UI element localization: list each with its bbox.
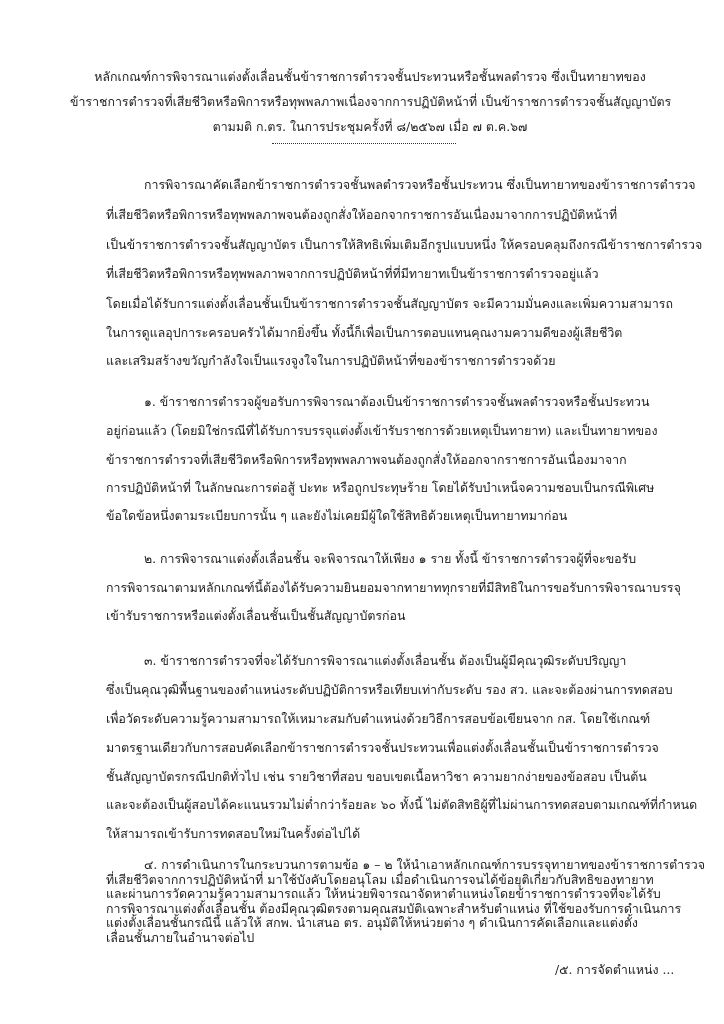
intro-line: และเสริมสร้างขวัญกำลังใจเป็นแรงจูงใจในการปฏิบัติหน้าที่ของข้าราชการตำรวจด้วย [106,353,556,368]
document-title [70,64,670,139]
item2-line: ๒. การพิจารณาแต่งตั้งเลื่อนชั้น จะพิจารณาให้เพียง ๑ ราย ทั้งนี้ ข้าราชการตำรวจผู้ที่จะขอรับ [144,551,637,566]
item3-line: ชั้นสัญญาบัตรกรณีปกติทั่วไป เช่น รายวิชาที่สอบ ขอบเขตเนื้อหาวิชา ความยากง่ายของข้อสอบ เป็นต้น [106,769,647,784]
dotted-divider [272,143,456,144]
intro-line: ที่เสียชีวิตหรือพิการหรือทุพพลภาพจนต้องถูกสั่งให้ออกจากราชการอันเนื่องมาจากการปฏิบัติหน้าที่ [106,207,618,222]
item1-line: อยู่ก่อนแล้ว (โดยมิใช่กรณีที่ได้รับการบรรจุแต่งตั้งเข้ารับราชการด้วยเหตุเป็นทายาท) และเป็นทายาทของ [106,423,658,438]
title-line: หลักเกณฑ์การพิจารณาแต่งตั้งเลื่อนชั้นข้าราชการตำรวจชั้นประทวนหรือชั้นพลตำรวจ ซึ่งเป็นทายาทของ [94,69,646,84]
item1-line: การปฏิบัติหน้าที่ ในลักษณะการต่อสู้ ปะทะ หรือถูกประทุษร้าย โดยได้รับบำเหน็จความชอบเป็นกรณีพิเศษ [106,480,655,495]
item2-line: เข้ารับราชการหรือแต่งตั้งเลื่อนชั้นเป็นชั้นสัญญาบัตรก่อน [106,608,406,623]
item1-line: ข้อใดข้อหนึ่งตามระเบียบการนั้น ๆ และยังไม่เคยมีผู้ใดใช้สิทธิด้วยเหตุเป็นทายาทมาก่อน [106,508,568,523]
intro-line: เป็นข้าราชการตำรวจชั้นสัญญาบัตร เป็นการให้สิทธิเพิ่มเติมอีกรูปแบบหนึ่ง ให้ครอบคลุมถึงกรณีข้าราชการตำรวจ [106,237,703,252]
title-line: ข้าราชการตำรวจที่เสียชีวิตหรือพิการหรือทุพพลภาพเนื่องจากการปฏิบัติหน้าที่ เป็นข้าราชการตำรวจชั้นสัญญาบัตร [70,94,672,109]
intro-line: ที่เสียชีวิตหรือพิการหรือทุพพลภาพจากการปฏิบัติหน้าที่ที่มีทายาทเป็นข้าราชการตำรวจอยู่แล้ว [106,266,599,281]
item4-line: เลื่อนชั้นภายในอำนาจต่อไป [106,929,255,945]
item3-line: ให้สามารถเข้ารับการทดสอบใหม่ในครั้งต่อไปได้ [106,826,361,841]
item3-line: ซึ่งเป็นคุณวุฒิพื้นฐานของตำแหน่งระดับปฏิบัติการหรือเทียบเท่ากับระดับ รอง สว. และจะต้องผ่านการทดสอบ [106,682,673,697]
continuation-footer: /๕. การจัดตำแหน่ง ... [555,962,675,977]
item4-line: การพิจารณาแต่งตั้งเลื่อนชั้น ต้องมีคุณวุฒิตรงตามคุณสมบัติเฉพาะสำหรับตำแหน่ง ที่ใช้ของรับการดำเนินการ [106,900,682,916]
item3-line: และจะต้องเป็นผู้สอบได้คะแนนรวมไม่ต่ำกว่าร้อยละ ๖๐ ทั้งนี้ ไม่ตัดสิทธิผู้ที่ไม่ผ่านการทดสอบตามเกณฑ์ที่กำหนด [106,797,698,812]
item4-line: ๔. การดำเนินการในกระบวนการตามข้อ ๑ – ๒ ให้นำเอาหลักเกณฑ์การบรรจุทายาทของข้าราชการตำรวจ [144,857,705,872]
item2-line: การพิจารณาตามหลักเกณฑ์นี้ต้องได้รับความยินยอมจากทายาททุกรายที่มีสิทธิในการขอรับการพิจารณาบรรจุ [106,580,681,595]
item4-line: ที่เสียชีวิตจากการปฏิบัติหน้าที่ มาใช้บังคับโดยอนุโลม เมื่อดำเนินการจนได้ข้อยุติเกี่ยวกับสิทธิของทายาท [106,871,654,887]
item3-line: มาตรฐานเดียวกับการสอบคัดเลือกข้าราชการตำรวจชั้นประทวนเพื่อแต่งตั้งเลื่อนชั้นเป็นข้าราชการตำรวจ [106,740,659,755]
item4-line: และผ่านการวัดความรู้ความสามารถแล้ว ให้หน่วยพิจารณาจัดหาตำแหน่งโดยข้าราชการตำรวจที่จะได้รับ [106,886,661,901]
intro-line: ในการดูแลอุปการะครอบครัวได้มากยิ่งขึ้น ทั้งนี้ก็เพื่อเป็นการตอบแทนคุณงามความดีของผู้เสียชีวิต [106,325,623,340]
intro-line: โดยเมื่อได้รับการแต่งตั้งเลื่อนชั้นเป็นข้าราชการตำรวจชั้นสัญญาบัตร จะมีความมั่นคงและเพิ่มความสามารถ [106,296,673,311]
intro-line: การพิจารณาคัดเลือกข้าราชการตำรวจชั้นพลตำรวจหรือชั้นประทวน ซึ่งเป็นทายาทของข้าราชการตำรวจ [144,177,696,192]
item1-line: ๑. ข้าราชการตำรวจผู้ขอรับการพิจารณาต้องเป็นข้าราชการตำรวจชั้นพลตำรวจหรือชั้นประทวน [144,394,650,409]
item4-line: แต่งตั้งเลื่อนชั้นกรณีนี้ แล้วให้ สกพ. นำเสนอ ตร. อนุมัติให้หน่วยต่าง ๆ ดำเนินการคัดเลือกและแต่งตั้ง [106,915,638,930]
item1-line: ข้าราชการตำรวจที่เสียชีวิตหรือพิการหรือทุพพลภาพจนต้องถูกสั่งให้ออกจากราชการอันเนื่องมาจาก [106,452,627,467]
title-line: ตามมติ ก.ตร. ในการประชุมครั้งที่ ๘/๒๕๖๗ เมื่อ ๗ ต.ค.๖๗ [212,119,528,134]
item3-line: เพื่อวัดระดับความรู้ความสามารถให้เหมาะสมกับตำแหน่งด้วยวิธีการสอบข้อเขียนจาก กส. โดยใช้เกณฑ์ [106,711,651,726]
item3-line: ๓. ข้าราชการตำรวจที่จะได้รับการพิจารณาแต่งตั้งเลื่อนชั้น ต้องเป็นผู้มีคุณวุฒิระดับปริญญา [144,653,627,668]
